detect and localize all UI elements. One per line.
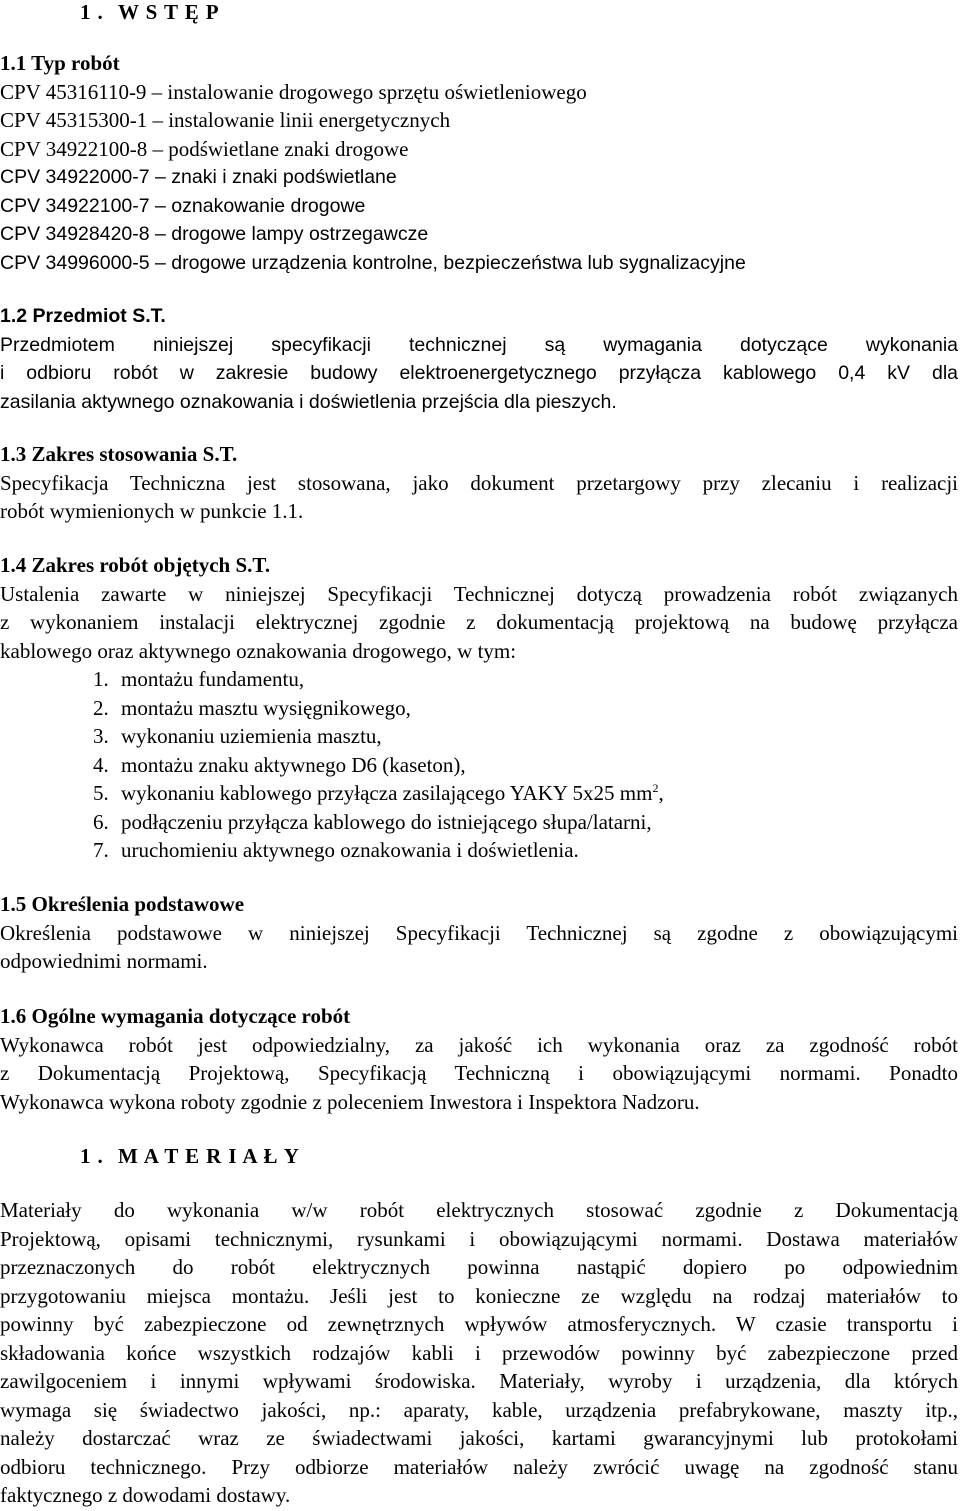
chapter-title: W S T Ę P (118, 0, 220, 24)
section-1-4 (0, 551, 958, 665)
paragraph-line: odpowiednimi normami. (0, 949, 208, 973)
cpv-line: CPV 34922100-8 – podświetlane znaki drogowe (0, 136, 409, 161)
paragraph-line: Projektową, opisami technicznymi, rysunkami i obowiązującymi normami. Dostawa materiałów (0, 1226, 958, 1251)
list-item: 1. montażu fundamentu, (93, 667, 305, 691)
cpv-line: CPV 34996000-5 – drogowe urządzenia kontrolne, bezpieczeństwa lub sygnalizacyjne (0, 251, 746, 274)
chapter-number: 1 . (80, 0, 104, 24)
list-item: 5. wykonaniu kablowego przyłącza zasilającego YAKY 5x25 $mm^2$, (93, 781, 664, 805)
section-heading: 1.1 Typ robót (0, 51, 120, 75)
chapter-heading-wstep (0, 0, 958, 27)
list-item: 2. montażu masztu wysięgnikowego, (93, 695, 411, 720)
section-1-2 (0, 302, 958, 416)
paragraph-line: zasilania aktywnego oznakowania i doświetlenia przejścia dla pieszych. (0, 390, 617, 413)
chapter-title: M A T E R I A Ł Y (118, 1144, 300, 1168)
paragraph-line: i odbioru robót w zakresie budowy elektroenergetycznego przyłącza kablowego 0,4 kV dla (0, 362, 958, 384)
paragraph-line: zawilgoceniem i innymi wpływami środowiska. Materiały, wyroby i urządzenia, dla których (0, 1369, 958, 1393)
cpv-line: CPV 34922100-7 – oznakowanie drogowe (0, 194, 366, 217)
paragraph-line: kablowego oraz aktywnego oznakowania drogowego, w tym: (0, 638, 517, 663)
paragraph-line: Przedmiotem niniejszej specyfikacji technicznej są wymagania dotyczące wykonania (0, 333, 958, 356)
paragraph-line: należy dostarczać wraz ze świadectwami jakości, kartami gwarancyjnymi lub protokołami (0, 1426, 958, 1450)
section-1-1 (0, 49, 958, 277)
section-heading: 1.2 Przedmiot S.T. (0, 305, 166, 327)
section-1-5 (0, 890, 958, 976)
paragraph-line: z wykonaniem instalacji elektrycznej zgodnie z dokumentacją projektową na budowę przyłącza (0, 610, 958, 634)
superscript: 2 (652, 781, 659, 795)
section-1-6 (0, 1002, 958, 1116)
works-list (93, 665, 793, 865)
materials-paragraph (0, 1196, 958, 1510)
paragraph-line: składowania końce wszystkich rodzajów kabli i przewodów powinny być zabezpieczone przed (0, 1340, 958, 1365)
paragraph-line: przygotowaniu miejsca montażu. Jeśli jest to konieczne ze względu na rodzaj materiałów to (0, 1283, 958, 1308)
paragraph-line: robót wymienionych w punkcie 1.1. (0, 499, 304, 523)
section-heading: 1.4 Zakres robót objętych S.T. (0, 553, 271, 577)
paragraph-line: Materiały do wykonania w/w robót elektrycznych stosować zgodnie z Dokumentacją (0, 1198, 958, 1222)
section-heading: 1.5 Określenia podstawowe (0, 892, 245, 916)
chapter-heading-materialy (0, 1142, 958, 1171)
paragraph-line: przeznaczonych do robót elektrycznych powinna nastąpić dopiero po odpowiednim (0, 1255, 958, 1279)
chapter-number: 1 . (80, 1144, 104, 1168)
section-heading: 1.3 Zakres stosowania S.T. (0, 442, 238, 466)
paragraph-line: z Dokumentacją Projektową, Specyfikacją Techniczną i obowiązującymi normami. Ponadto (0, 1061, 958, 1085)
cpv-line: CPV 45316110-9 – instalowanie drogowego sprzętu oświetleniowego (0, 79, 587, 104)
list-item: 4. montażu znaku aktywnego D6 (kaseton), (93, 752, 466, 777)
section-1-3 (0, 440, 958, 526)
paragraph-line: Określenia podstawowe w niniejszej Specyfikacji Technicznej są zgodne z obowiązującymi (0, 920, 958, 945)
cpv-line: CPV 45315300-1 – instalowanie linii energetycznych (0, 108, 451, 132)
paragraph-line: Wykonawca wykona roboty zgodnie z poleceniem Inwestora i Inspektora Nadzoru. (0, 1089, 700, 1114)
paragraph-line: Ustalenia zawarte w niniejszej Specyfikacji Technicznej dotyczą prowadzenia robót związanych (0, 581, 958, 606)
paragraph-line: odbioru technicznego. Przy odbiorze materiałów należy zwrócić uwagę na zgodność stanu (0, 1454, 958, 1479)
paragraph-line: powinny być zabezpieczone od zewnętrznych wpływów atmosferycznych. W czasie transportu i (0, 1312, 958, 1336)
list-item: 3. wykonaniu uziemienia masztu, (93, 724, 382, 748)
paragraph-line: Specyfikacja Techniczna jest stosowana, jako dokument przetargowy przy zlecaniu i realizacji (0, 470, 958, 495)
list-item: 7. uruchomieniu aktywnego oznakowania i doświetlenia. (93, 838, 579, 862)
section-heading: 1.6 Ogólne wymagania dotyczące robót (0, 1004, 351, 1028)
paragraph-line: Wykonawca robót jest odpowiedzialny, za jakość ich wykonania oraz za zgodność robót (0, 1032, 958, 1057)
list-item: 6. podłączeniu przyłącza kablowego do istniejącego słupa/latarni, (93, 809, 652, 834)
paragraph-line: wymaga się świadectwo jakości, np.: aparaty, kable, urządzenia prefabrykowane, maszty itp., (0, 1397, 958, 1422)
cpv-line: CPV 34922000-7 – znaki i znaki podświetlane (0, 166, 397, 188)
paragraph-line: faktycznego z dowodami dostawy. (0, 1483, 291, 1507)
cpv-line: CPV 34928420-8 – drogowe lampy ostrzegawcze (0, 223, 429, 245)
